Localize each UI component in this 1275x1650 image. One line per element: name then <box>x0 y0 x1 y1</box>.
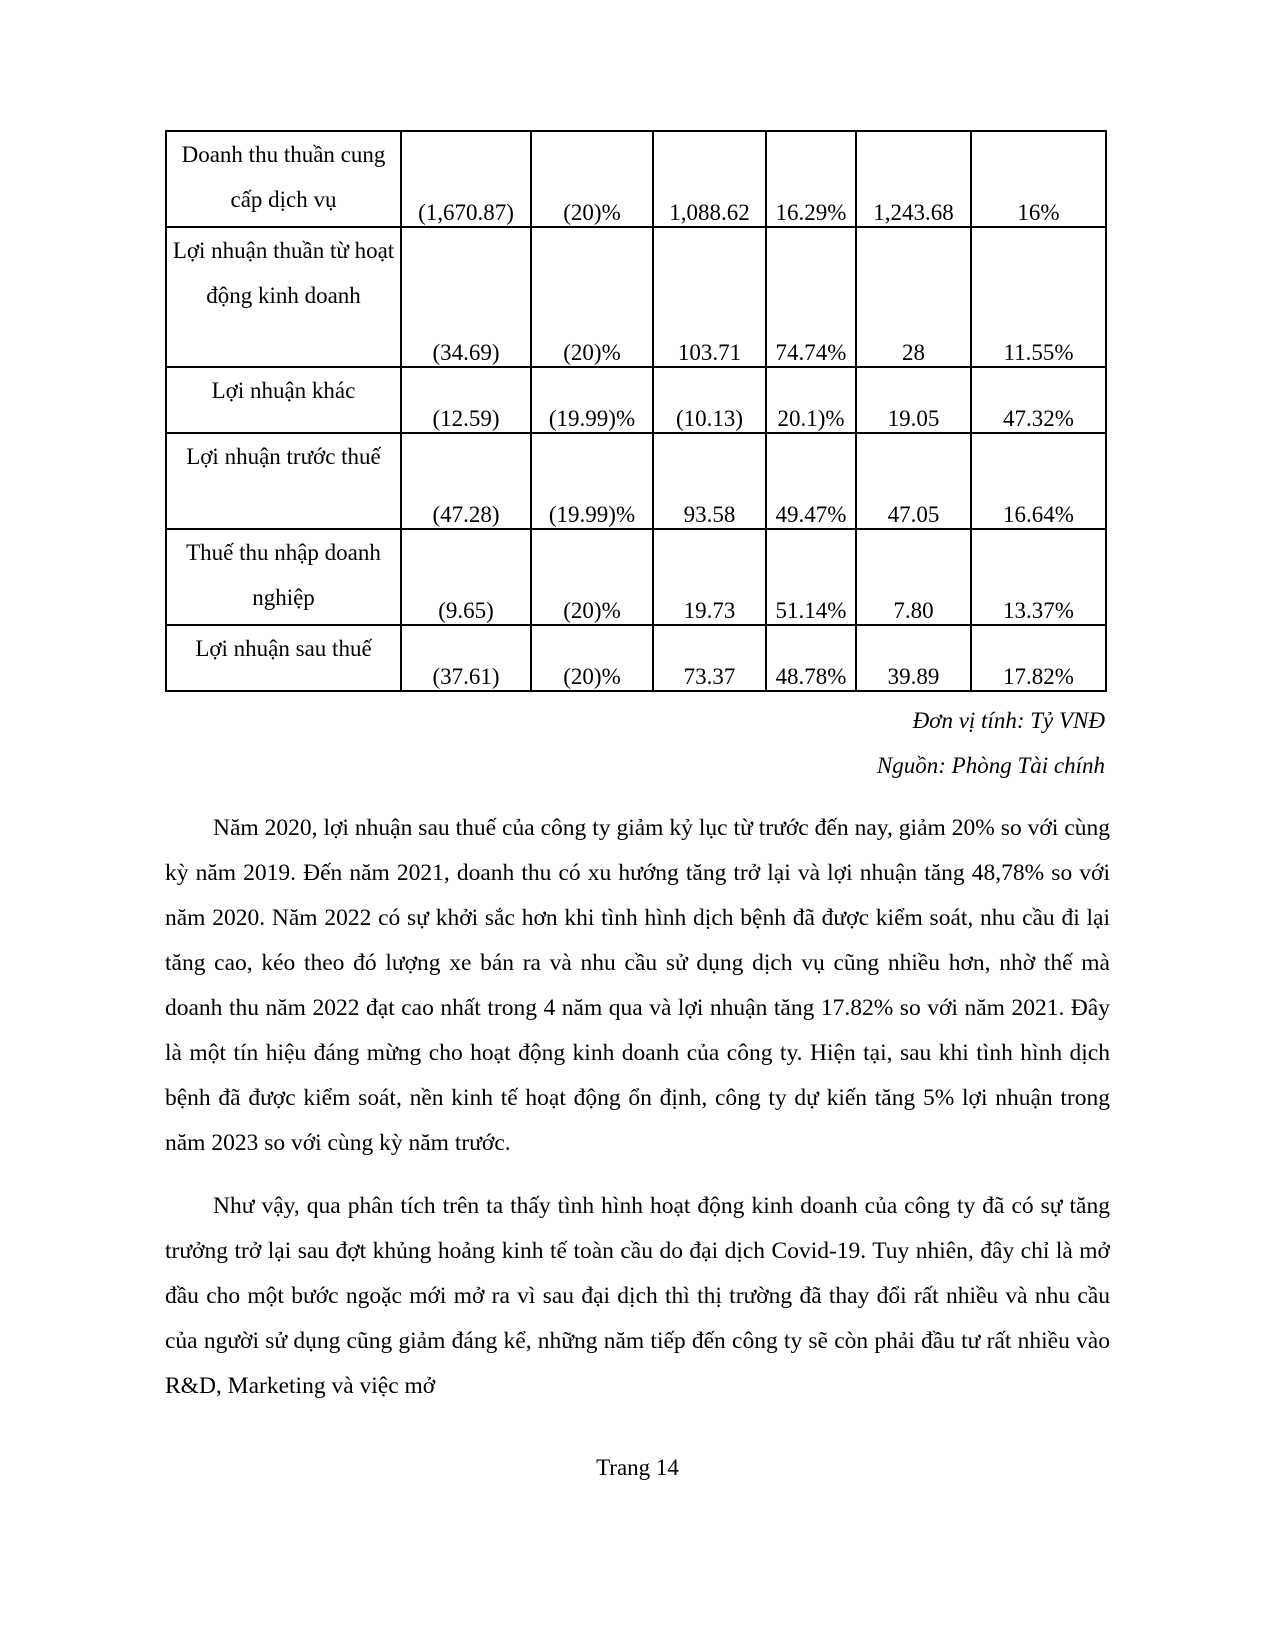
value-cell: (10.13) <box>653 367 766 433</box>
unit-note: Đơn vị tính: Tỷ VNĐ <box>912 708 1105 733</box>
table-row <box>166 367 1106 433</box>
value-cell: 74.74% <box>766 227 856 367</box>
row-label-cell: Lợi nhuận trước thuế <box>166 433 401 529</box>
table-row <box>166 625 1106 691</box>
row-label-cell: Lợi nhuận thuần từ hoạt động kinh doanh <box>166 227 401 367</box>
value-cell: 17.82% <box>971 625 1106 691</box>
value-cell: 11.55% <box>971 227 1106 367</box>
value-cell: 19.05 <box>856 367 971 433</box>
body-paragraph: Năm 2020, lợi nhuận sau thuế của công ty giảm kỷ lục từ trước đến nay, giảm 20% so với cùng kỳ năm 2019. Đến năm 2021, doanh thu có xu hướng tăng trở lại và lợi nhuận tăng 48,78% so với năm 2020. Năm 2022 có sự khởi sắc hơn khi tình hình dịch bệnh đã được kiểm soát, nhu cầu đi lại tăng cao, kéo theo đó lượng xe bán ra và nhu cầu sử dụng dịch vụ cũng nhiều hơn, nhờ thế mà doanh thu năm 2022 đạt cao nhất trong 4 năm qua và lợi nhuận tăng 17.82% so với năm 2021. Đây là một tín hiệu đáng mừng cho hoạt động kinh doanh của công ty. Hiện tại, sau khi tình hình dịch bệnh đã được kiểm soát, nền kinh tế hoạt động ổn định, công ty dự kiến tăng 5% lợi nhuận trong năm 2023 so với cùng kỳ năm trước. <box>165 815 1110 1156</box>
value-cell: 103.71 <box>653 227 766 367</box>
value-cell: (20)% <box>531 227 653 367</box>
value-cell: 28 <box>856 227 971 367</box>
value-cell: (37.61) <box>401 625 531 691</box>
value-cell: (20)% <box>531 529 653 625</box>
value-cell: 13.37% <box>971 529 1106 625</box>
value-cell: (20)% <box>531 131 653 227</box>
value-cell: (20)% <box>531 625 653 691</box>
table-row <box>166 433 1106 529</box>
value-cell: (12.59) <box>401 367 531 433</box>
value-cell: 16.29% <box>766 131 856 227</box>
value-cell: 51.14% <box>766 529 856 625</box>
value-cell: (9.65) <box>401 529 531 625</box>
table-row <box>166 131 1106 227</box>
value-cell: 39.89 <box>856 625 971 691</box>
row-label-cell: Lợi nhuận khác <box>166 367 401 433</box>
source-note: Nguồn: Phòng Tài chính <box>876 753 1105 778</box>
value-cell: 19.73 <box>653 529 766 625</box>
value-cell: 1,243.68 <box>856 131 971 227</box>
page-number: Trang 14 <box>596 1455 679 1480</box>
value-cell: (19.99)% <box>531 433 653 529</box>
value-cell: 16% <box>971 131 1106 227</box>
value-cell: 16.64% <box>971 433 1106 529</box>
value-cell: 47.32% <box>971 367 1106 433</box>
value-cell: 1,088.62 <box>653 131 766 227</box>
row-label-cell: Thuế thu nhập doanh nghiệp <box>166 529 401 625</box>
row-label-cell: Doanh thu thuần cung cấp dịch vụ <box>166 131 401 227</box>
value-cell: (1,670.87) <box>401 131 531 227</box>
table-notes <box>165 698 1110 788</box>
table-row <box>166 227 1106 367</box>
value-cell: 20.1)% <box>766 367 856 433</box>
value-cell: 49.47% <box>766 433 856 529</box>
value-cell: 93.58 <box>653 433 766 529</box>
value-cell: (34.69) <box>401 227 531 367</box>
value-cell: 7.80 <box>856 529 971 625</box>
table-row <box>166 529 1106 625</box>
value-cell: (47.28) <box>401 433 531 529</box>
value-cell: 48.78% <box>766 625 856 691</box>
row-label-cell: Lợi nhuận sau thuế <box>166 625 401 691</box>
value-cell: 73.37 <box>653 625 766 691</box>
body-paragraph: Như vậy, qua phân tích trên ta thấy tình hình hoạt động kinh doanh của công ty đã có sự tăng trưởng trở lại sau đợt khủng hoảng kinh tế toàn cầu do đại dịch Covid-19. Tuy nhiên, đây chỉ là mở đầu cho một bước ngoặc mới mở ra vì sau đại dịch thì thị trường đã thay đổi rất nhiều và nhu cầu của người sử dụng cũng giảm đáng kể, những năm tiếp đến công ty sẽ còn phải đầu tư rất nhiều vào R&D, Marketing và việc mở <box>165 1193 1110 1399</box>
financial-table <box>165 130 1107 692</box>
value-cell: 47.05 <box>856 433 971 529</box>
content-area <box>165 130 1110 1409</box>
value-cell: (19.99)% <box>531 367 653 433</box>
